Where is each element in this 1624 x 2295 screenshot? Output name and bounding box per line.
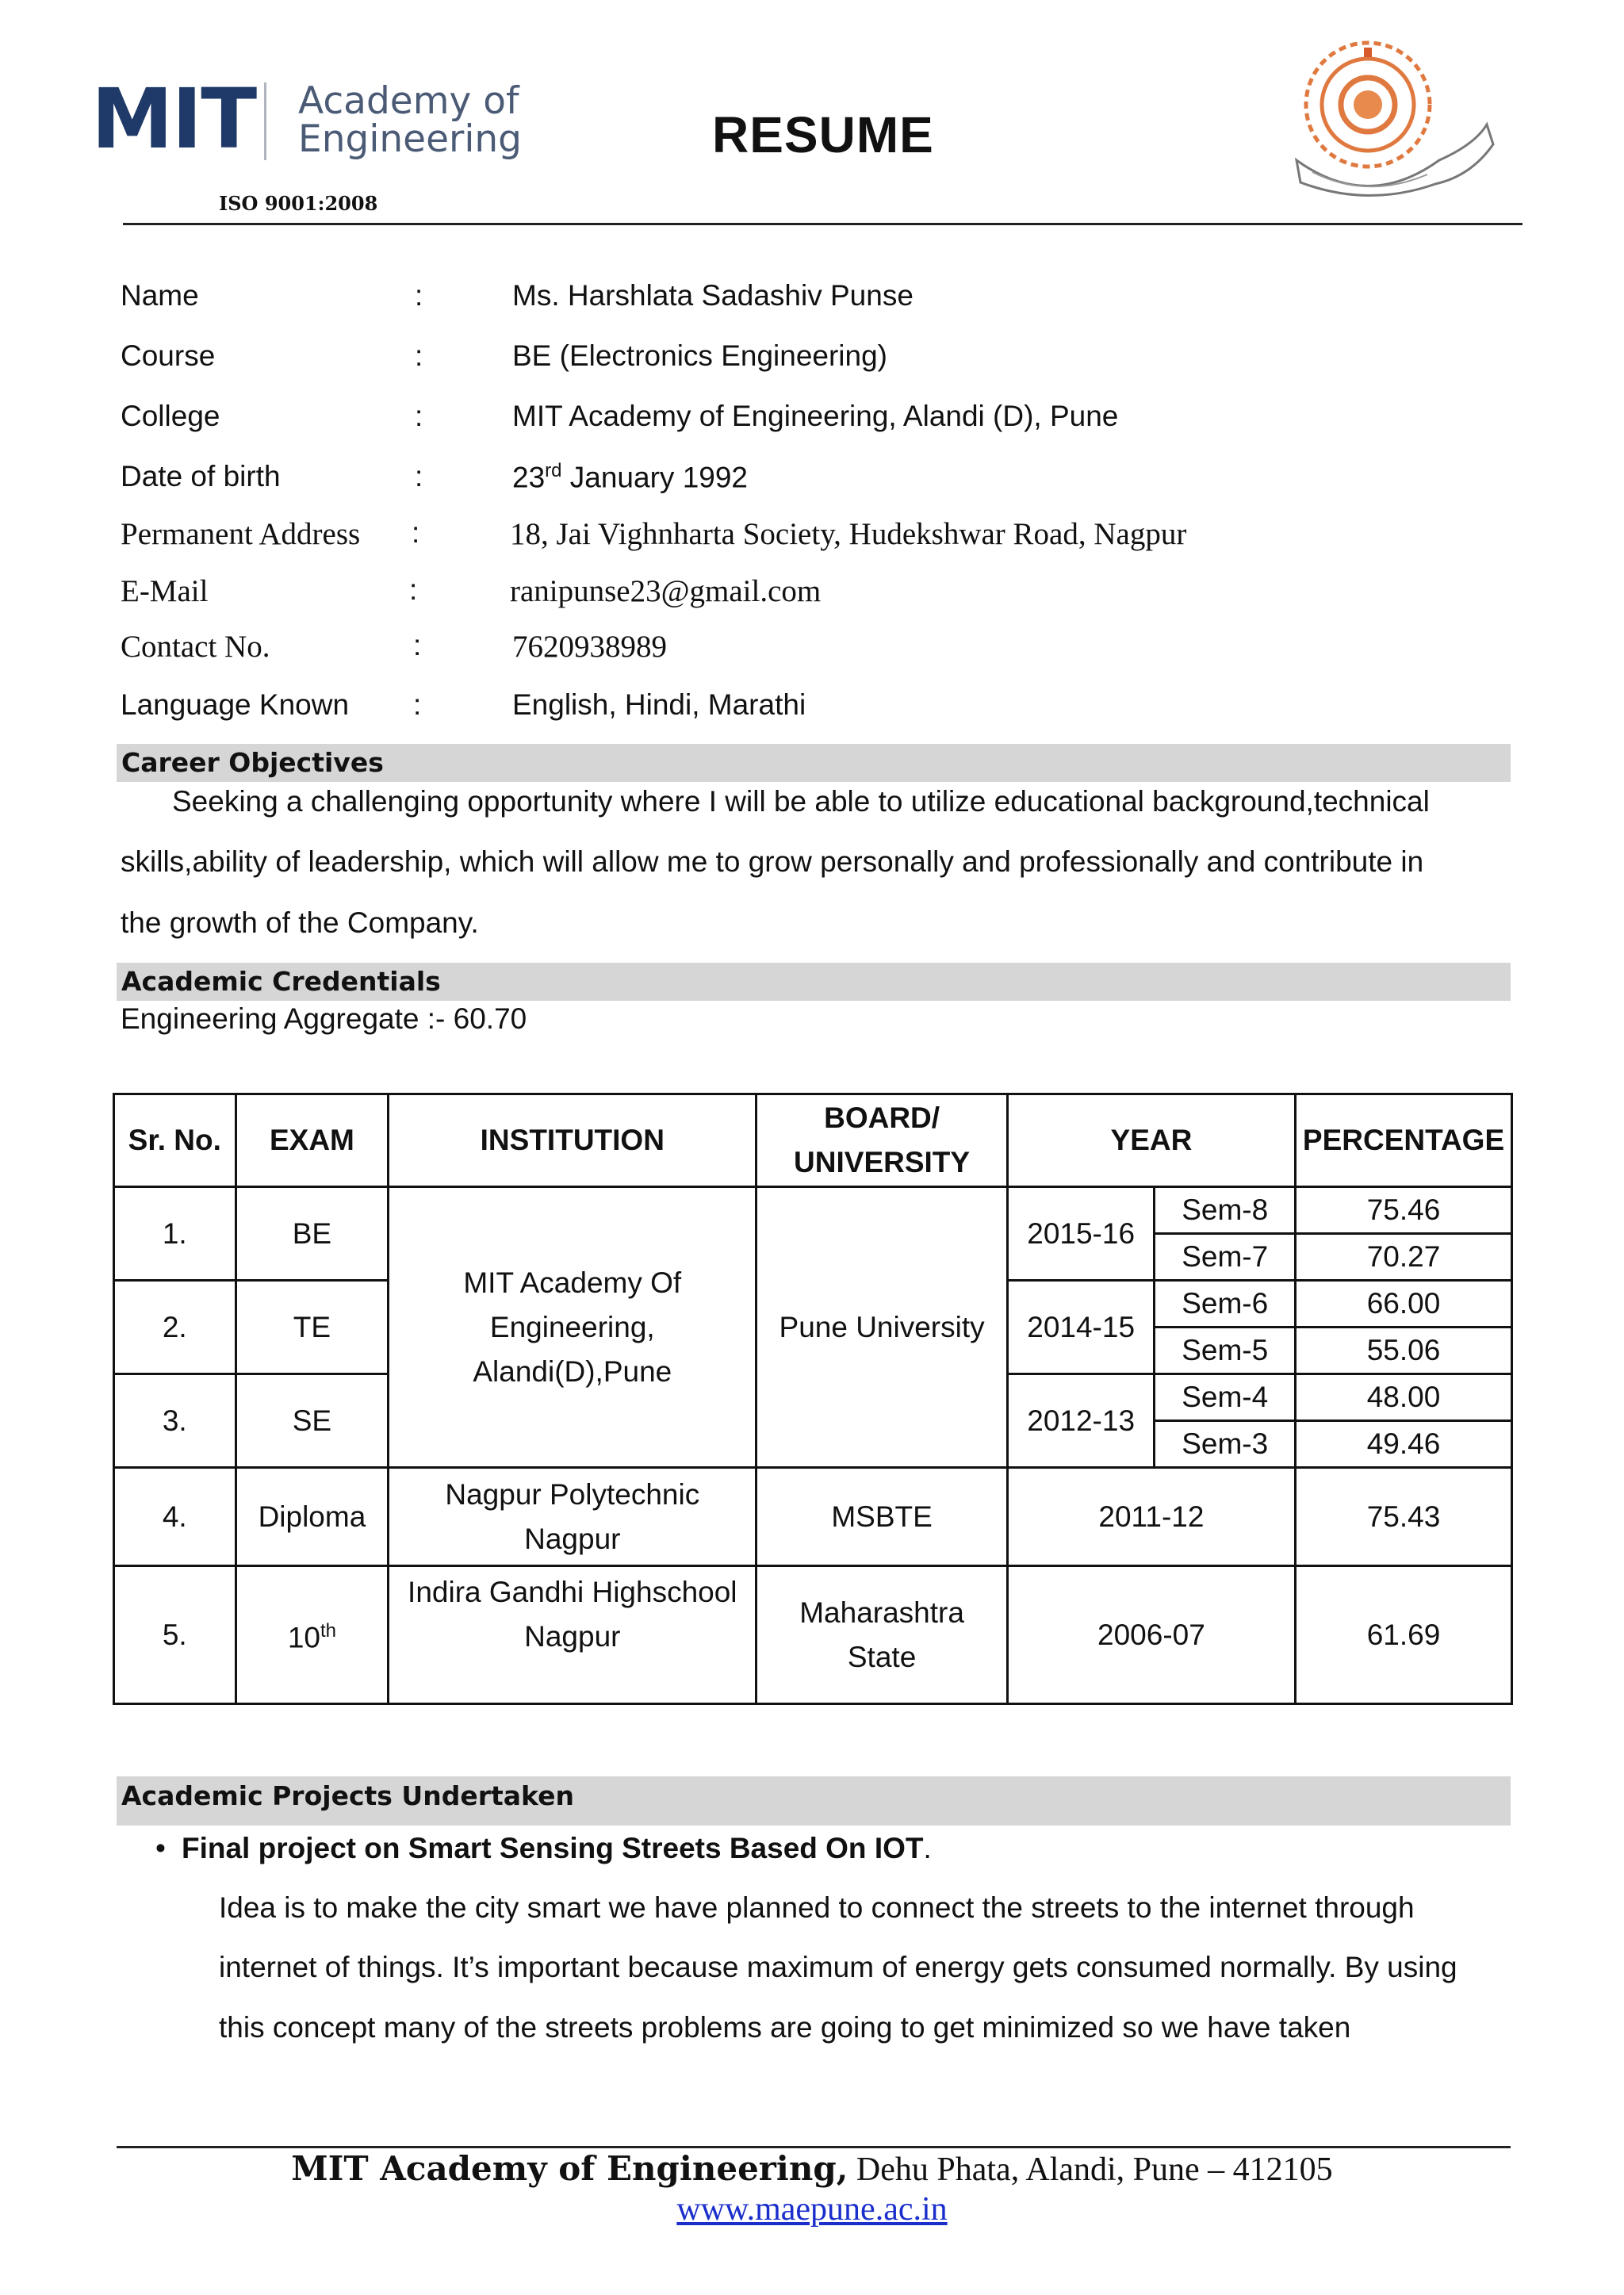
- dob-suffix: rd: [545, 460, 562, 481]
- table-header-row: [114, 1094, 1512, 1187]
- label-name: Name: [121, 279, 199, 312]
- cell-year: 2015-16: [1007, 1187, 1155, 1281]
- cell-sem: Sem-7: [1155, 1234, 1296, 1281]
- cell-board: [756, 1566, 1008, 1704]
- header-institution: INSTITUTION: [389, 1094, 756, 1187]
- colon: :: [409, 573, 418, 606]
- value-email: ranipunse23@gmail.com: [510, 574, 822, 608]
- cell-exam: Diploma: [236, 1468, 389, 1566]
- table-row: [114, 1468, 1512, 1566]
- value-contact: 7620938989: [512, 630, 667, 664]
- logo-line-2: Engineering: [298, 117, 522, 161]
- logo-mit-text: MIT: [91, 71, 256, 167]
- label-email: E-Mail: [121, 574, 209, 608]
- colon: :: [415, 339, 423, 372]
- table-row: [114, 1187, 1512, 1234]
- cell-sr: 5.: [114, 1566, 236, 1704]
- label-course: Course: [121, 339, 216, 372]
- footer-website: [0, 2190, 1624, 2228]
- header-sr-no: Sr. No.: [114, 1094, 236, 1187]
- cell-exam: BE: [236, 1187, 389, 1281]
- website-link[interactable]: www.maepune.ac.in: [676, 2191, 948, 2228]
- cell-percentage: 66.00: [1296, 1281, 1512, 1328]
- label-contact: Contact No.: [121, 630, 270, 664]
- section-academic-credentials: Academic Credentials: [117, 963, 1511, 1001]
- colon: :: [415, 279, 423, 312]
- label-college: College: [121, 400, 220, 432]
- cell-exam: TE: [236, 1281, 389, 1374]
- cell-percentage: 61.69: [1296, 1566, 1512, 1704]
- cell-year: 2011-12: [1007, 1468, 1295, 1566]
- career-line-1: Seeking a challenging opportunity where I will be able to utilize educational background,technical: [172, 785, 1430, 818]
- project-title-text: Final project on Smart Sensing Streets Based On IOT: [182, 1832, 924, 1864]
- iso-certification: ISO 9001:2008: [219, 192, 378, 215]
- cell-percentage: 55.06: [1296, 1328, 1512, 1374]
- cell-sr: 1.: [114, 1187, 236, 1281]
- value-dob: [512, 460, 748, 494]
- cell-sr: 4.: [114, 1468, 236, 1566]
- institution-line-2: Nagpur: [524, 1522, 621, 1555]
- value-address: 18, Jai Vighnharta Society, Hudekshwar Road, Nagpur: [510, 517, 1187, 551]
- header-board: [756, 1094, 1008, 1187]
- project-title: [182, 1832, 932, 1865]
- institution-line-1: Indira Gandhi Highschool: [408, 1576, 737, 1608]
- cell-sr: 2.: [114, 1281, 236, 1374]
- project-title-end: .: [923, 1832, 932, 1864]
- page-title: RESUME: [712, 106, 934, 163]
- cell-exam: [236, 1566, 389, 1704]
- colon: :: [415, 400, 423, 432]
- colon: :: [415, 460, 423, 492]
- cell-percentage: 49.46: [1296, 1421, 1512, 1468]
- cell-percentage: 70.27: [1296, 1234, 1512, 1281]
- section-academic-projects: Academic Projects Undertaken: [117, 1776, 1511, 1826]
- career-line-2: skills,ability of leadership, which will allow me to grow personally and professionally and contribute in: [121, 845, 1424, 878]
- section-career-objectives: Career Objectives: [117, 744, 1511, 782]
- cell-institution-mit: [389, 1187, 756, 1468]
- cell-institution: [389, 1566, 756, 1704]
- label-languages: Language Known: [121, 688, 350, 721]
- footer-address: [0, 2149, 1624, 2189]
- logo-divider: [264, 82, 266, 160]
- college-seal-icon: [1265, 25, 1499, 216]
- project-line-1: Idea is to make the city smart we have planned to connect the streets to the internet through: [219, 1891, 1415, 1924]
- logo-academy-text: [298, 79, 522, 161]
- header-board-line1: BOARD/: [824, 1102, 940, 1134]
- project-line-3: this concept many of the streets problems are going to get minimized so we have taken: [219, 2011, 1351, 2044]
- label-dob: Date of birth: [121, 460, 281, 492]
- footer-address-text: Dehu Phata, Alandi, Pune – 412105: [848, 2151, 1333, 2188]
- board-line-2: State: [847, 1640, 917, 1673]
- project-bullet: •: [155, 1832, 166, 1864]
- academic-table: [113, 1093, 1513, 1705]
- institution-line-1: Nagpur Polytechnic: [445, 1477, 700, 1511]
- board-line-1: Maharashtra: [799, 1596, 964, 1629]
- mit-line-3: Alandi(D),Pune: [473, 1354, 672, 1388]
- cell-percentage: 48.00: [1296, 1374, 1512, 1421]
- header-year: YEAR: [1007, 1094, 1295, 1187]
- exam-tenth: 10: [287, 1621, 320, 1654]
- exam-tenth-suffix: th: [320, 1620, 337, 1642]
- header-percentage: PERCENTAGE: [1296, 1094, 1512, 1187]
- cell-sr: 3.: [114, 1374, 236, 1468]
- footer-rule: [117, 2146, 1511, 2148]
- cell-institution: [389, 1468, 756, 1566]
- engineering-aggregate: Engineering Aggregate :- 60.70: [121, 1002, 527, 1035]
- cell-board: MSBTE: [756, 1468, 1008, 1566]
- header-board-line2: UNIVERSITY: [794, 1146, 971, 1178]
- colon: :: [413, 629, 422, 661]
- cell-sem: Sem-3: [1155, 1421, 1296, 1468]
- cell-sem: Sem-8: [1155, 1187, 1296, 1234]
- cell-year: 2012-13: [1007, 1374, 1155, 1468]
- mit-line-2: Engineering,: [489, 1310, 655, 1343]
- cell-percentage: 75.46: [1296, 1187, 1512, 1234]
- cell-sem: Sem-4: [1155, 1374, 1296, 1421]
- cell-percentage: 75.43: [1296, 1468, 1512, 1566]
- mit-line-1: MIT Academy Of: [463, 1266, 682, 1299]
- institution-line-2: Nagpur: [524, 1620, 621, 1653]
- cell-sem: Sem-5: [1155, 1328, 1296, 1374]
- cell-sem: Sem-6: [1155, 1281, 1296, 1328]
- cell-exam: SE: [236, 1374, 389, 1468]
- dob-month-year: January 1992: [561, 461, 749, 494]
- cell-year: 2014-15: [1007, 1281, 1155, 1374]
- cell-board-pune: Pune University: [756, 1187, 1008, 1468]
- value-languages: English, Hindi, Marathi: [512, 688, 806, 721]
- dob-day: 23: [512, 461, 546, 494]
- project-line-2: internet of things. It’s important because maximum of energy gets consumed normally. By using: [219, 1951, 1457, 1983]
- colon: :: [412, 516, 420, 549]
- cell-year: 2006-07: [1007, 1566, 1295, 1704]
- value-name: Ms. Harshlata Sadashiv Punse: [512, 279, 914, 312]
- career-line-3: the growth of the Company.: [121, 906, 479, 939]
- logo-line-1: Academy of: [298, 79, 519, 123]
- value-college: MIT Academy of Engineering, Alandi (D), Pune: [512, 400, 1119, 432]
- header-rule: [123, 223, 1522, 225]
- value-course: BE (Electronics Engineering): [512, 339, 887, 372]
- header-exam: EXAM: [236, 1094, 389, 1187]
- colon: :: [413, 688, 422, 721]
- table-row: [114, 1566, 1512, 1704]
- footer-college-name: MIT Academy of Engineering,: [291, 2149, 848, 2188]
- label-address: Permanent Address: [121, 517, 361, 551]
